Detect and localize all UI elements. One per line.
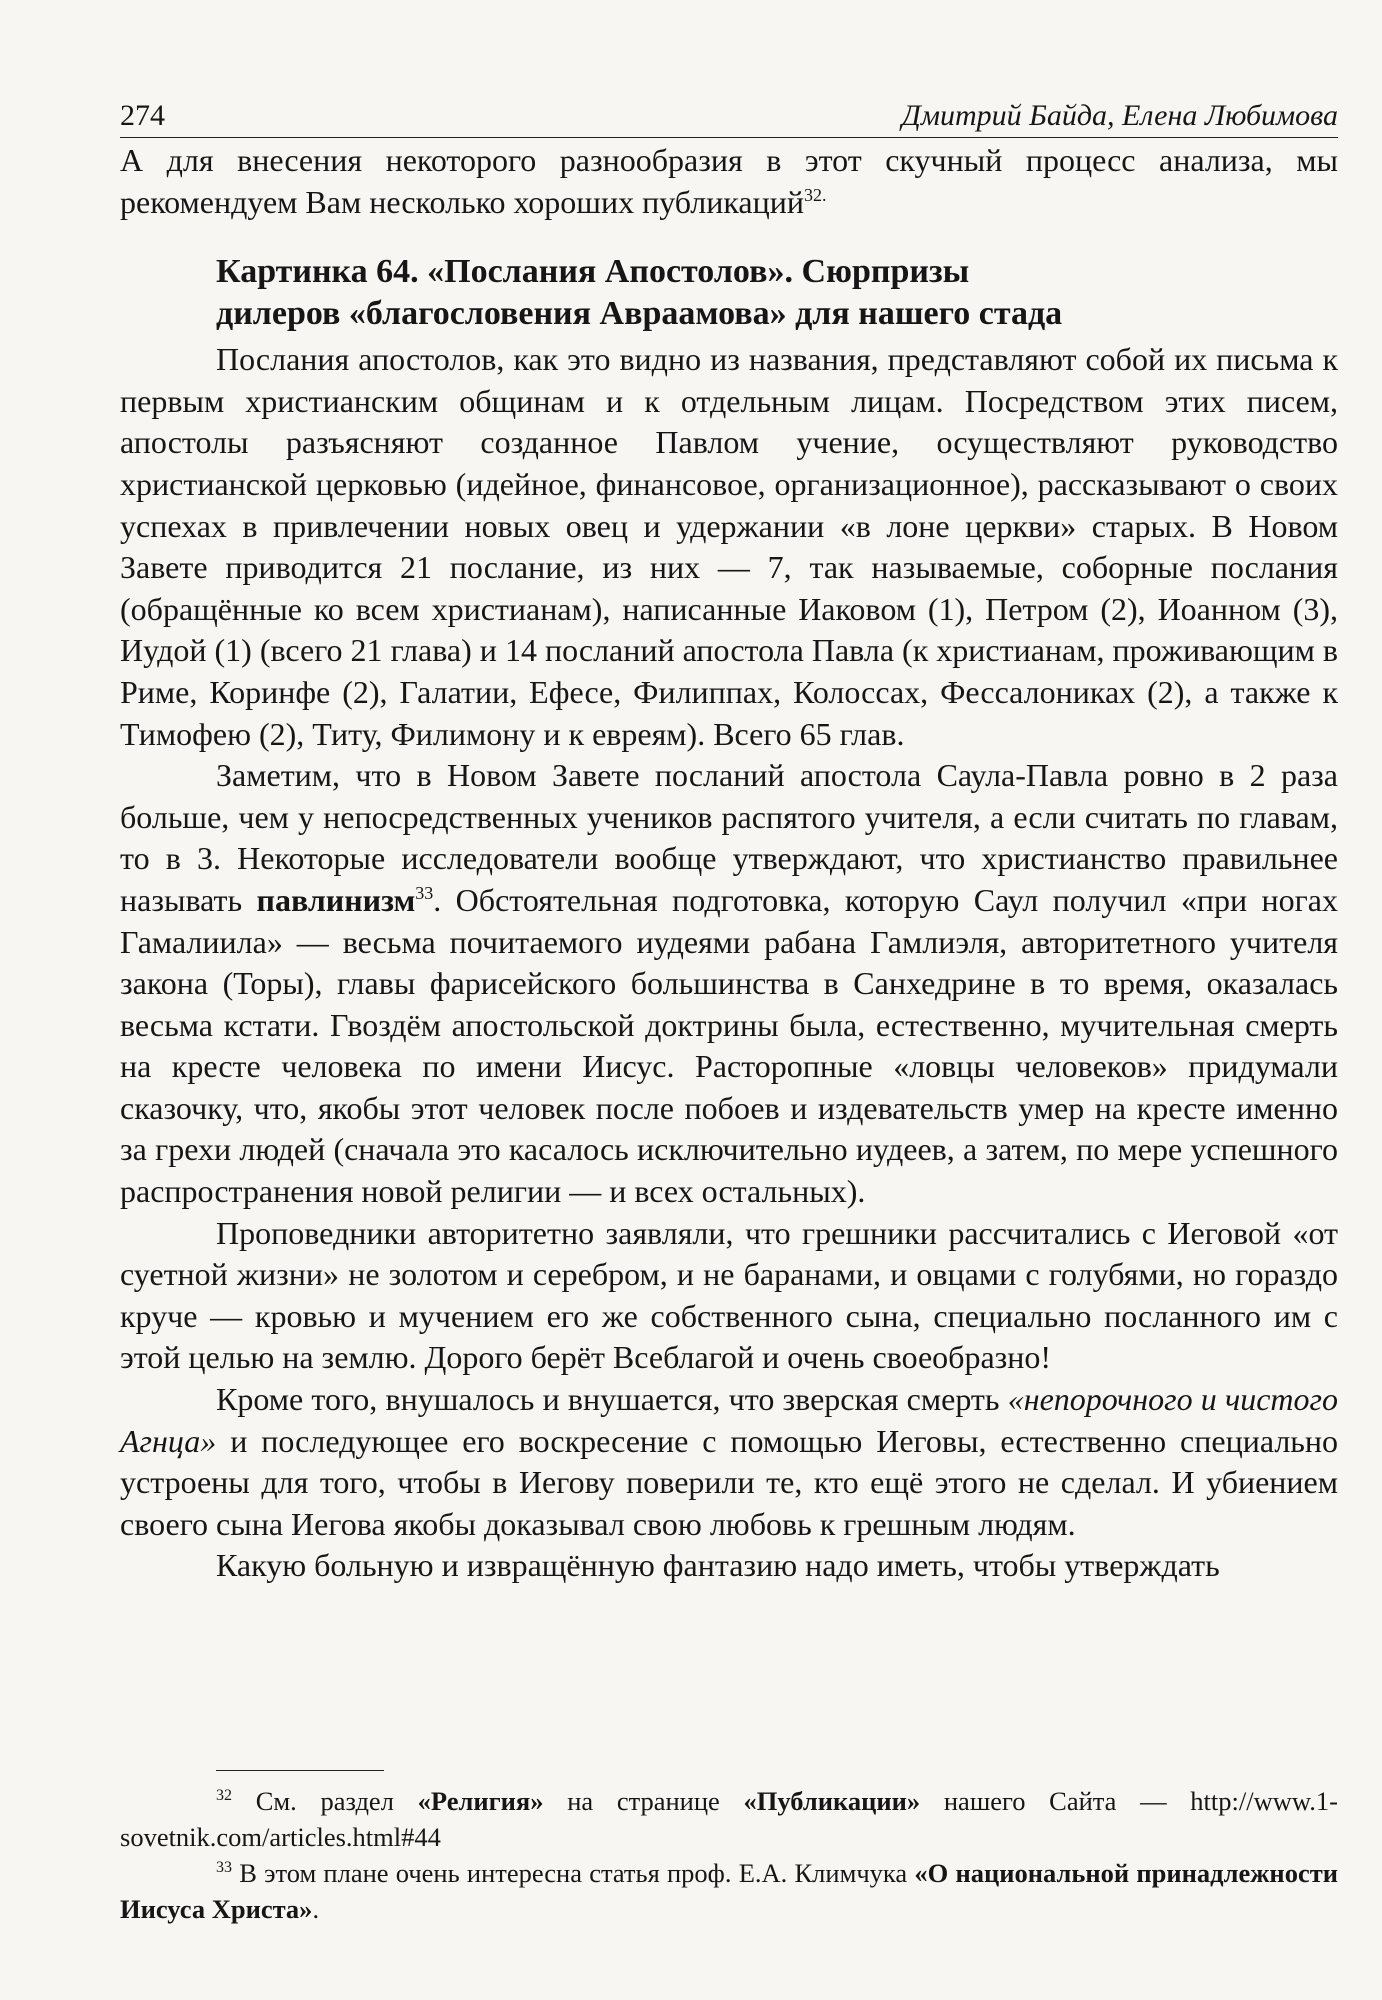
footnote-ref-33[interactable]: 33 [415,882,434,903]
paragraph-3: Проповедники авторитетно заявляли, что грешники рассчитались с Иеговой «от суетной жизни» не золотом и серебром, и не баранами, и овцами с голубями, но гораздо круче — кровью и мучением его же собственного сына, специально посланного им с этой целью на землю. Дорого берёт Всеблагой и очень своеобразно! [120,1214,1338,1376]
paragraph-1: Послания апостолов, как это видно из названия, представляют собой их письма к первым христианским общинам и к отдельным лицам. Посредством этих писем, апостолы разъясняют созданное Павлом учение, осуществляют руководство христианской церковью (идейное, финансовое, организационное), рассказывают о своих успехах в привлечении новых овец и удержании «в лоне церкви» старых. В Новом Завете приводится 21 послание, из них — 7, так называемые, соборные послания (обращённые ко всем христианам), написанные Иаковом (1), Петром (2), Иоанном (3), Иудой (1) (всего 21 глава) и 14 посланий апостола Павла (к христианам, проживающим в Риме, Коринфе (2), Галатии, Ефесе, Филиппах, Колоссах, Фессалониках (2), а также к Тимофею (2), Титу, Филимону и к евреям). Всего 65 глав. [120,341,1338,752]
running-header [120,96,1338,136]
section-heading [216,251,1338,335]
footnote-rule [216,1770,384,1771]
quote-lamb: «непорочного и чистого Агнца» [120,1381,1339,1459]
paragraph-2 [120,755,1338,1213]
footnotes [120,1783,1338,1927]
footnote-ref-32[interactable]: 32. [803,184,827,205]
paragraph-2-text-b: . Обстоятельная подготовка, которую Саул получил «при ногах Гамалиила» — весьма почитаемого иудеями рабана Гамлиэля, авторитетного учителя закона (Торы), главы фарисейского большинства в Санхедрине в то время, оказалась весьма кстати. Гвоздём апостольской доктрины была, естественно, мучительная смерть на кресте человека по имени Иисус. Расторопные «ловцы человеков» придумали сказочку, что, якобы этот человек после побоев и издевательств умер на кресте именно за грехи людей (сначала это касалось исключительно иудеев, а затем, по мере успешного распространения новой религии — и всех остальных). [120,881,1339,1210]
footnote-33-text-a: В этом плане очень интересна статья проф. Е.А. Климчука [232,1858,915,1888]
footnote-32-text-b: на странице [543,1786,744,1816]
footnote-33-article-title: «О национальной принадлежности Иисуса Христа» [120,1858,1338,1924]
footnote-32-link[interactable]: нашего Сайта — http://www.1-sovetnik.com/articles.html#44 [120,1786,1339,1852]
footnote-32 [120,1783,1338,1855]
paragraph-4-text-a: Кроме того, внушалось и внушается, что зверская смерть [216,1381,1008,1418]
paragraph-4 [120,1379,1338,1545]
footnote-32-religion: «Религия» [417,1786,544,1816]
footnote-32-number: 32 [216,1787,232,1804]
footnote-33-number: 33 [216,1859,232,1876]
paragraph-4-text-b: и последующее его воскресение с помощью Иеговы, естественно специально устроены для того, чтобы в Иегову поверили те, кто ещё этого не сделал. И убиением своего сына Иегова якобы доказывал свою любовь к грешным людям. [120,1422,1338,1542]
footnote-32-text-a: См. раздел [232,1786,418,1816]
footnote-33-text-b: . [312,1894,320,1924]
footnote-32-publications: «Публикации» [743,1786,921,1816]
intro-text: А для внесения некоторого разнообразия в этот скучный процесс анализа, мы рекомендуем Вам несколько хороших публикаций [120,142,1338,220]
paragraph-5: Какую больную и извращённую фантазию надо иметь, чтобы утверждать [216,1547,1220,1584]
term-pavlinizm: павлинизм [256,881,416,918]
running-head-authors: Дмитрий Байда, Елена Любимова [901,99,1338,132]
heading-line-2: дилеров «благословения Авраамова» для нашего стада [216,295,1063,333]
intro-paragraph [120,140,1338,223]
heading-line-1: Картинка 64. «Послания Апостолов». Сюрпризы [216,253,970,291]
header-rule [120,137,1338,138]
footnote-33 [120,1855,1338,1927]
paragraph-2-text-a: Заметим, что в Новом Завете посланий апостола Саула-Павла ровно в 2 раза больше, чем у непосредственных учеников распятого учителя, а если считать по главам, то в 3. Некоторые исследователи вообще утверждают, что христианство правильнее называть [120,757,1338,918]
page-number: 274 [120,99,165,132]
main-text [120,140,1338,1587]
